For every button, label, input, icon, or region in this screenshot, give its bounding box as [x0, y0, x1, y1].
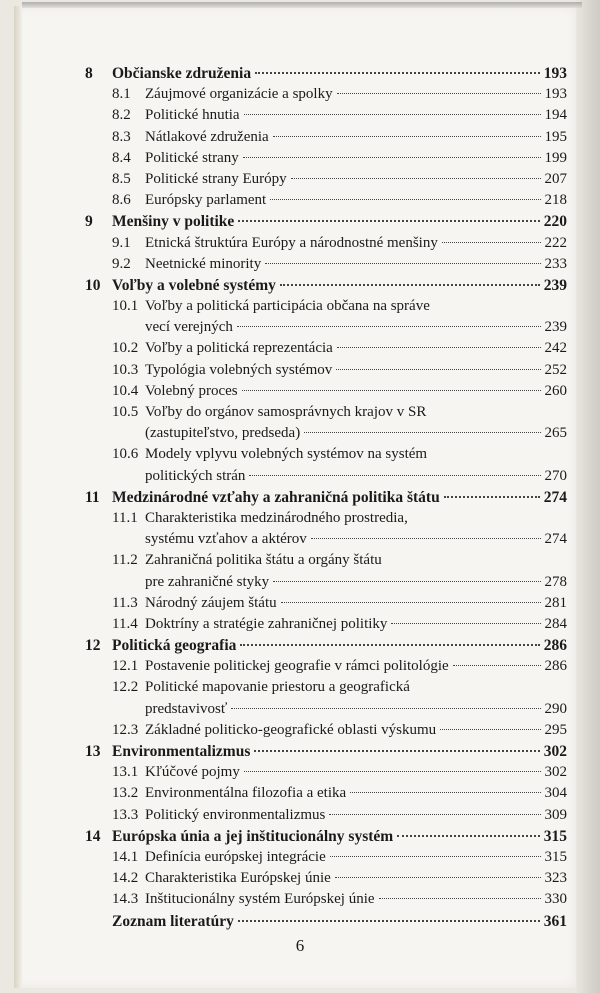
toc-dot-leader [231, 708, 540, 709]
toc-dot-leader [242, 390, 541, 391]
toc-chapter-row [85, 487, 567, 508]
toc-dot-leader [391, 623, 540, 624]
toc-entry-number: 14.2 [112, 870, 139, 887]
toc-page-number: 260 [544, 382, 567, 399]
toc-section-row [85, 656, 567, 677]
toc-entry-number: 9 [85, 213, 93, 231]
toc-entry-title: Politické strany [145, 149, 239, 166]
toc-section-row [85, 190, 567, 211]
toc-entry-title: Neetnické minority [145, 255, 262, 272]
toc-chapter-row [85, 826, 567, 847]
toc-entry-number: 8.3 [112, 128, 131, 145]
toc-chapter-row [85, 741, 567, 762]
toc-entry-number: 8.1 [112, 86, 131, 103]
toc-section-row [85, 84, 567, 105]
toc-dot-leader [397, 835, 540, 837]
toc-page-number: 194 [544, 107, 567, 124]
toc-dot-leader [244, 114, 541, 115]
toc-page-number: 309 [544, 806, 567, 823]
toc-dot-leader [265, 263, 540, 264]
toc-entry-number: 11 [85, 488, 100, 506]
toc-entry-number: 13.1 [112, 764, 139, 781]
toc-entry-title: Zoznam literatúry [112, 912, 234, 930]
toc-page-number: 302 [543, 743, 567, 760]
toc-entry-number: 12 [85, 637, 101, 655]
toc-page-number: 323 [544, 870, 567, 887]
toc-entry-title: Doktríny a stratégie zahraničnej politiky [145, 615, 388, 632]
toc-entry-number: 8.5 [112, 170, 131, 187]
toc-section-row [85, 402, 567, 423]
toc-page-number: 315 [544, 848, 567, 865]
toc-section-row [85, 169, 567, 190]
toc-section-row [85, 360, 567, 381]
toc-page-number: 295 [544, 721, 567, 738]
toc-page-number: 361 [543, 912, 567, 930]
toc-section-row [85, 783, 567, 804]
toc-entry-title: Volebný proces [145, 382, 238, 399]
toc-entry-number: 13.3 [112, 806, 139, 823]
toc-page-number: 193 [544, 86, 567, 103]
toc-section-row [85, 466, 567, 487]
toc-section-row [85, 762, 567, 783]
toc-page-number: 330 [544, 891, 567, 908]
toc-entry-number: 11.1 [112, 509, 138, 526]
toc-entry-number: 9.2 [112, 255, 131, 272]
page-edge-top [22, 2, 582, 8]
toc-page-number: 286 [543, 637, 567, 655]
toc-entry-title: Voľby a politická reprezentácia [145, 340, 333, 357]
toc-section-row [85, 699, 567, 720]
toc-entry-title: Etnická štruktúra Európy a národnostné menšiny [145, 234, 438, 251]
toc-section-row [85, 148, 567, 169]
toc-section-row [85, 677, 567, 698]
toc-entry-title: Politické mapovanie priestoru a geografická [145, 679, 410, 696]
toc-section-row [85, 550, 567, 571]
toc-page-number: 242 [544, 340, 567, 357]
toc-page-number: 193 [543, 65, 567, 82]
toc-dot-leader [335, 877, 541, 878]
toc-entry-title: Postavenie politickej geografie v rámci politológie [145, 658, 449, 675]
toc-entry-title: (zastupiteľstvo, predseda) [145, 425, 301, 442]
toc-entry-title: Národný záujem štátu [145, 594, 277, 611]
toc-dot-leader [337, 93, 541, 94]
toc-dot-leader [281, 602, 541, 603]
toc-entry-title: Environmentalizmus [112, 743, 251, 760]
toc-entry-number: 10 [85, 276, 101, 294]
toc-dot-leader [238, 220, 539, 222]
toc-section-row [85, 805, 567, 826]
toc-dot-leader [337, 347, 541, 348]
toc-section-row [85, 614, 567, 635]
toc-entry-title: Základné politicko-geografické oblasti výskumu [145, 721, 437, 738]
toc-section-row [85, 105, 567, 126]
toc-dot-leader [330, 856, 541, 857]
toc-dot-leader [244, 771, 541, 772]
page-number: 6 [295, 936, 305, 955]
toc-entry-number: 11.2 [112, 552, 138, 569]
toc-entry-number: 14.3 [112, 891, 139, 908]
toc-page-number: 239 [544, 319, 567, 336]
toc-entry-number: 8.2 [112, 107, 131, 124]
table-of-contents [85, 63, 567, 932]
toc-chapter-row [85, 911, 567, 932]
toc-dot-leader [273, 136, 541, 137]
toc-entry-number: 10.3 [112, 361, 139, 378]
toc-page-number: 274 [543, 488, 567, 506]
toc-entry-title: Menšiny v politike [112, 213, 235, 231]
toc-dot-leader [238, 920, 540, 922]
toc-chapter-row [85, 275, 567, 296]
toc-entry-title: pre zahraničné styky [145, 573, 270, 590]
toc-page-number: 199 [544, 149, 567, 166]
toc-section-row [85, 847, 567, 868]
toc-entry-number: 11.4 [112, 615, 138, 632]
toc-page-number: 286 [544, 658, 567, 675]
toc-page-number: 239 [543, 276, 567, 294]
toc-dot-leader [249, 475, 540, 476]
toc-section-row [85, 254, 567, 275]
toc-entry-number: 10.1 [112, 298, 139, 315]
toc-dot-leader [240, 644, 539, 646]
toc-entry-title: Záujmové organizácie a spolky [145, 86, 333, 103]
toc-entry-title: politických strán [145, 467, 246, 484]
toc-section-row [85, 889, 567, 910]
toc-page-number: 274 [544, 531, 567, 548]
toc-entry-title: Nátlakové združenia [145, 128, 269, 145]
toc-entry-title: Občianske združenia [112, 65, 252, 82]
toc-entry-title: Politická geografia [112, 637, 237, 655]
toc-page-number: 302 [544, 764, 567, 781]
toc-page-number: 281 [544, 594, 567, 611]
toc-dot-leader [311, 538, 541, 539]
toc-dot-leader [444, 496, 540, 498]
toc-page-number: 315 [543, 827, 567, 845]
toc-entry-title: Európsky parlament [145, 192, 267, 209]
toc-dot-leader [440, 729, 540, 730]
toc-dot-leader [243, 157, 541, 158]
toc-chapter-row [85, 63, 567, 84]
toc-entry-title: Politické hnutia [145, 107, 240, 124]
toc-entry-title: Modely vplyvu volebných systémov na systém [145, 446, 428, 463]
toc-dot-leader [270, 199, 540, 200]
toc-dot-leader [379, 898, 541, 899]
toc-section-row [85, 572, 567, 593]
toc-dot-leader [350, 792, 540, 793]
toc-entry-number: 8.4 [112, 149, 131, 166]
toc-entry-title: Voľby a volebné systémy [112, 276, 276, 294]
toc-entry-number: 8.6 [112, 192, 131, 209]
toc-page-number: 218 [544, 192, 567, 209]
toc-entry-title: Charakteristika Európskej únie [145, 870, 331, 887]
toc-entry-number: 13.2 [112, 785, 139, 802]
toc-entry-number: 12.3 [112, 721, 139, 738]
toc-section-row [85, 868, 567, 889]
toc-entry-title: Zahraničná politika štátu a orgány štátu [145, 552, 382, 569]
toc-page-number: 233 [544, 255, 567, 272]
toc-entry-title: Charakteristika medzinárodného prostredia, [145, 509, 408, 526]
toc-entry-number: 11.3 [112, 594, 138, 611]
toc-entry-number: 14 [85, 827, 101, 845]
toc-section-row [85, 720, 567, 741]
toc-entry-number: 12.1 [112, 658, 139, 675]
toc-entry-title: Definícia európskej integrácie [145, 848, 326, 865]
toc-page-number: 290 [544, 700, 567, 717]
toc-entry-number: 10.5 [112, 404, 139, 420]
toc-page-number: 207 [544, 170, 567, 187]
toc-entry-title: Typológia volebných systémov [145, 361, 333, 378]
toc-section-row [85, 338, 567, 359]
toc-section-row [85, 317, 567, 338]
toc-dot-leader [273, 581, 540, 582]
page-edge-left [14, 6, 22, 988]
toc-dot-leader [254, 750, 539, 752]
toc-entry-number: 10.2 [112, 340, 139, 357]
toc-section-row [85, 233, 567, 254]
toc-section-row [85, 593, 567, 614]
toc-section-row [85, 444, 567, 465]
toc-entry-title: predstavivosť [145, 700, 228, 717]
toc-chapter-row [85, 211, 567, 232]
toc-dot-leader [237, 326, 541, 327]
toc-entry-number: 8 [85, 65, 93, 82]
toc-section-row [85, 423, 567, 444]
toc-dot-leader [291, 178, 541, 179]
toc-entry-title: Medzinárodné vzťahy a zahraničná politika štátu [112, 488, 440, 506]
toc-entry-title: systému vzťahov a aktérov [145, 531, 307, 548]
toc-entry-title: Inštitucionálny systém Európskej únie [145, 891, 375, 908]
toc-entry-number: 14.1 [112, 848, 139, 865]
toc-entry-title: Kľúčové pojmy [145, 764, 240, 781]
toc-page-number: 270 [544, 467, 567, 484]
toc-entry-title: Politické strany Európy [145, 170, 287, 187]
toc-page-number: 252 [544, 361, 567, 378]
toc-entry-number: 10.6 [112, 446, 139, 463]
toc-chapter-row [85, 635, 567, 656]
toc-section-row [85, 508, 567, 529]
toc-entry-title: Európska únia a jej inštitucionálny systém [112, 827, 394, 845]
toc-entry-number: 12.2 [112, 679, 139, 696]
toc-page-number: 284 [544, 615, 567, 632]
toc-entry-title: Environmentálna filozofia a etika [145, 785, 347, 802]
toc-section-row [85, 296, 567, 317]
toc-section-row [85, 529, 567, 550]
toc-entry-title: vecí verejných [145, 319, 233, 336]
toc-dot-leader [453, 665, 541, 666]
toc-page-number: 220 [543, 213, 567, 231]
toc-page-number: 222 [544, 234, 567, 251]
toc-dot-leader [329, 814, 540, 815]
toc-dot-leader [336, 369, 540, 370]
toc-section-row [85, 127, 567, 148]
toc-entry-title: Politický environmentalizmus [145, 806, 326, 823]
toc-entry-title: Voľby do orgánov samosprávnych krajov v SR [145, 404, 427, 420]
toc-page-number: 265 [544, 425, 567, 442]
toc-dot-leader [280, 284, 540, 286]
toc-page-number: 278 [544, 573, 567, 590]
toc-dot-leader [304, 432, 540, 433]
page-edge-right [576, 0, 600, 993]
toc-entry-number: 9.1 [112, 234, 131, 251]
toc-page-number: 195 [544, 128, 567, 145]
toc-page-number: 304 [544, 785, 567, 802]
toc-entry-number: 10.4 [112, 382, 139, 399]
toc-section-row [85, 381, 567, 402]
toc-dot-leader [442, 242, 541, 243]
toc-entry-title: Voľby a politická participácia občana na správe [145, 298, 430, 315]
toc-dot-leader [255, 72, 540, 74]
toc-entry-number: 13 [85, 743, 101, 760]
